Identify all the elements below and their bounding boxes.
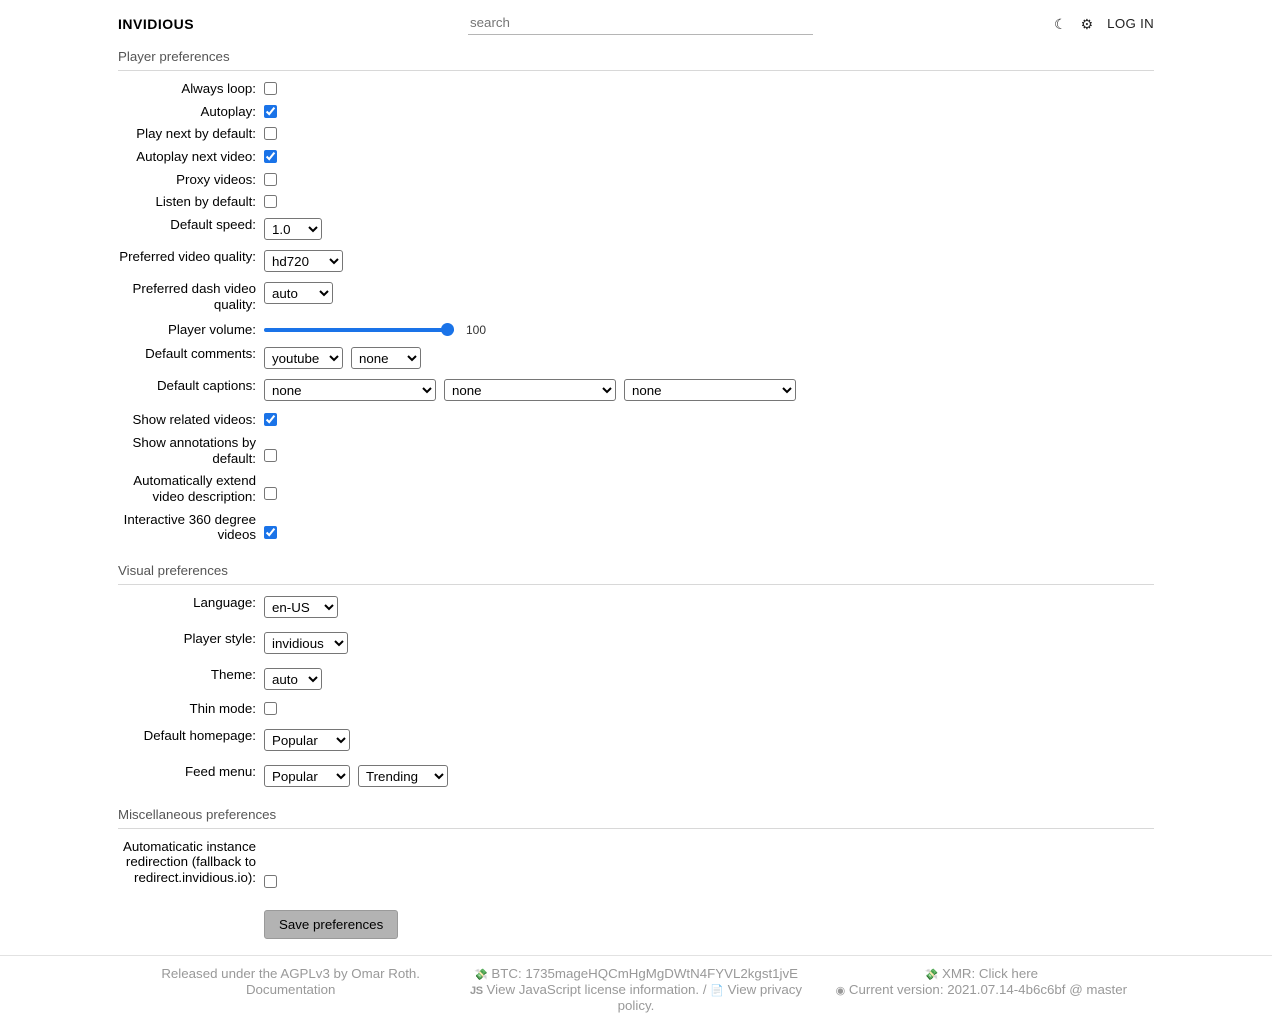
- select-feed-menu-2[interactable]: [358, 765, 448, 787]
- select-default-captions-2[interactable]: [444, 379, 616, 401]
- slider-player-volume[interactable]: [264, 328, 454, 332]
- select-default-comments-1[interactable]: [264, 347, 343, 369]
- section-title-misc: Miscellaneous preferences: [118, 801, 1154, 829]
- gear-icon[interactable]: ⚙: [1080, 15, 1094, 32]
- label-auto-redirect: Automaticatic instance redirection (fallback to redirect.invidious.io):: [122, 838, 256, 886]
- search-input[interactable]: [468, 12, 813, 35]
- row-default-comments: [118, 346, 1154, 369]
- row-default-speed: [118, 217, 1154, 240]
- row-theme: [118, 667, 1154, 690]
- checkbox-interactive-360[interactable]: [264, 526, 277, 539]
- moon-icon[interactable]: ☾: [1054, 15, 1067, 32]
- row-preferred-quality: [118, 249, 1154, 272]
- row-autoplay-next: [118, 149, 1154, 165]
- brand-logo[interactable]: INVIDIOUS: [118, 15, 195, 32]
- label-player-volume: Player volume:: [168, 321, 256, 337]
- row-default-homepage: [118, 728, 1154, 751]
- label-feed-menu: Feed menu:: [185, 763, 256, 779]
- preferences-content: [0, 43, 1272, 939]
- checkbox-listen-default[interactable]: [264, 195, 277, 208]
- row-proxy-videos: [118, 172, 1154, 188]
- checkbox-play-next[interactable]: [264, 127, 277, 140]
- checkbox-auto-redirect[interactable]: [264, 875, 277, 888]
- privacy-policy-link[interactable]: View privacy policy.: [617, 981, 803, 1014]
- js-badge: JS: [469, 984, 483, 997]
- row-feed-menu: [118, 764, 1154, 787]
- row-show-annotations: [118, 435, 1154, 466]
- section-title-visual: Visual preferences: [118, 557, 1154, 585]
- checkbox-always-loop[interactable]: [264, 82, 277, 95]
- label-autoplay-next: Autoplay next video:: [136, 149, 256, 165]
- label-autoplay: Autoplay:: [200, 103, 256, 119]
- label-always-loop: Always loop:: [181, 81, 256, 96]
- checkbox-show-related[interactable]: [264, 413, 277, 426]
- footer-separator: /: [702, 981, 707, 997]
- navbar: [0, 0, 1272, 43]
- label-show-annotations: Show annotations by default:: [132, 434, 256, 466]
- select-default-speed[interactable]: [264, 218, 322, 240]
- xmr-link[interactable]: XMR: Click here: [941, 965, 1039, 981]
- label-default-homepage: Default homepage:: [143, 727, 256, 743]
- row-autoplay: [118, 104, 1154, 120]
- save-preferences-button[interactable]: Save preferences: [264, 910, 398, 939]
- player-volume-value: 100: [466, 322, 487, 337]
- label-listen-default: Listen by default:: [155, 194, 256, 210]
- row-listen-default: [118, 194, 1154, 210]
- footer: [0, 955, 1272, 1026]
- footer-license-text: Released under the AGPLv3 by Omar Roth.: [161, 965, 421, 981]
- row-interactive-360: [118, 512, 1154, 543]
- checkbox-thin-mode[interactable]: [264, 702, 277, 715]
- save-spacer: [118, 910, 264, 939]
- btc-icon: 💸: [473, 968, 488, 981]
- javascript-license-link[interactable]: View JavaScript license information.: [486, 981, 700, 997]
- select-default-captions-1[interactable]: [264, 379, 436, 401]
- section-title-player: Player preferences: [118, 43, 1154, 71]
- label-language: Language:: [193, 595, 256, 610]
- label-player-style: Player style:: [183, 631, 256, 646]
- row-show-related: [118, 412, 1154, 428]
- row-language: [118, 595, 1154, 618]
- footer-center: [463, 966, 808, 1014]
- btc-link[interactable]: BTC: 1735mageHQCmHgMgDWtN4FYVL2kgst1jvE: [491, 965, 799, 981]
- label-thin-mode: Thin mode:: [189, 701, 256, 716]
- checkbox-proxy-videos[interactable]: [264, 173, 277, 186]
- label-theme: Theme:: [210, 667, 256, 682]
- select-language[interactable]: [264, 596, 338, 618]
- row-always-loop: [118, 81, 1154, 97]
- label-default-captions: Default captions:: [156, 378, 256, 394]
- row-preferred-dash: [118, 281, 1154, 312]
- document-icon: 📄: [710, 984, 724, 997]
- select-preferred-quality[interactable]: [264, 250, 343, 272]
- save-row: [118, 910, 1154, 939]
- row-player-volume: [118, 322, 1154, 338]
- footer-left: [118, 966, 463, 1014]
- navbar-actions: [813, 16, 1154, 31]
- select-theme[interactable]: [264, 668, 322, 690]
- login-link[interactable]: LOG IN: [1107, 16, 1154, 31]
- row-extend-description: [118, 473, 1154, 504]
- checkbox-show-annotations[interactable]: [264, 449, 277, 462]
- label-interactive-360: Interactive 360 degree videos: [123, 511, 256, 543]
- select-default-homepage[interactable]: [264, 729, 350, 751]
- documentation-link[interactable]: Documentation: [245, 981, 336, 997]
- github-icon: ◉: [835, 984, 846, 997]
- select-feed-menu-1[interactable]: [264, 765, 350, 787]
- row-play-next: [118, 126, 1154, 142]
- row-auto-redirect: [118, 839, 1154, 888]
- label-proxy-videos: Proxy videos:: [176, 171, 256, 187]
- label-default-comments: Default comments:: [145, 346, 256, 362]
- row-thin-mode: [118, 701, 1154, 717]
- label-default-speed: Default speed:: [170, 217, 256, 233]
- checkbox-extend-description[interactable]: [264, 487, 277, 500]
- label-preferred-dash: Preferred dash video quality:: [132, 281, 256, 312]
- label-extend-description: Automatically extend video description:: [133, 473, 256, 504]
- xmr-icon: 💸: [924, 968, 939, 981]
- search-container: [468, 12, 813, 35]
- label-preferred-quality: Preferred video quality:: [119, 249, 256, 265]
- label-play-next: Play next by default:: [136, 126, 256, 142]
- select-default-captions-3[interactable]: [624, 379, 796, 401]
- label-show-related: Show related videos:: [132, 412, 256, 428]
- footer-right: [809, 966, 1154, 1014]
- select-preferred-dash[interactable]: [264, 282, 333, 304]
- checkbox-autoplay-next[interactable]: [264, 150, 277, 163]
- select-player-style[interactable]: [264, 632, 348, 654]
- select-default-comments-2[interactable]: [351, 347, 421, 369]
- version-link[interactable]: Current version: 2021.07.14-4b6c6bf @ master: [848, 981, 1128, 997]
- row-player-style: [118, 631, 1154, 654]
- checkbox-autoplay[interactable]: [264, 105, 277, 118]
- row-default-captions: [118, 378, 1154, 401]
